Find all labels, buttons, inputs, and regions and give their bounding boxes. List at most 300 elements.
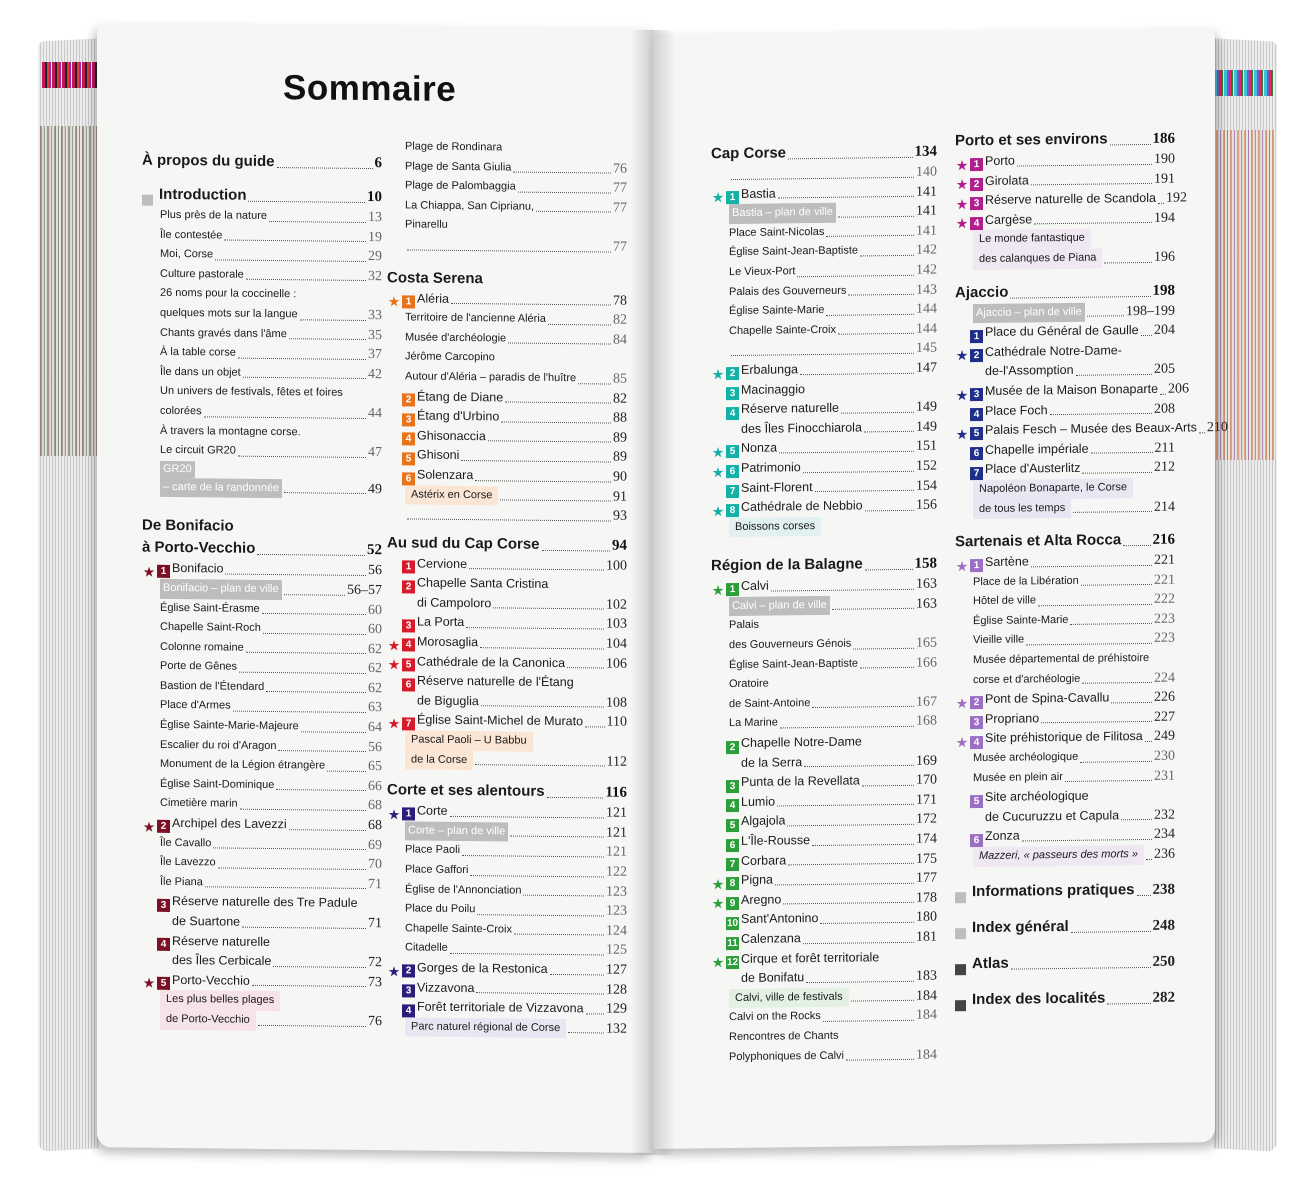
page-number: 77 — [613, 180, 627, 196]
toc-entry[interactable] — [387, 958, 627, 980]
toc-subentry[interactable] — [387, 328, 627, 350]
entry-label: Église Sainte-Marie — [973, 613, 1069, 627]
toc-entry[interactable] — [387, 632, 627, 654]
toc-subentry[interactable] — [142, 657, 382, 679]
left-page — [97, 22, 653, 1153]
toc-ajaccio-head[interactable]: Ajaccio 198 — [955, 282, 1175, 301]
star-icon: ★ — [142, 975, 156, 992]
plages-box[interactable]: Les plus belles plages — [142, 990, 382, 1012]
entry-marker — [711, 917, 741, 930]
page-number: 68 — [368, 798, 382, 814]
dot-leader — [1107, 1003, 1150, 1005]
toc-subentry[interactable] — [142, 343, 382, 365]
map-entry[interactable] — [142, 579, 382, 601]
map-entry[interactable] — [955, 301, 1175, 323]
toc-entry[interactable] — [142, 559, 382, 581]
toc-subentry[interactable] — [142, 618, 382, 640]
dot-leader — [266, 691, 366, 693]
entry-marker — [387, 657, 417, 671]
toc-subentry[interactable] — [387, 216, 627, 238]
toc-subentry[interactable] — [955, 649, 1175, 671]
toc-entry[interactable] — [387, 446, 627, 468]
toc-entry[interactable] — [955, 551, 1175, 573]
toc-entry[interactable] — [955, 321, 1175, 343]
toc-subentry[interactable] — [142, 284, 382, 306]
page-number: 44 — [368, 405, 382, 422]
entry-label: Place du Poilu — [405, 902, 476, 916]
page-number: 129 — [606, 1001, 627, 1017]
dot-leader — [462, 855, 604, 857]
dot-leader — [1111, 702, 1152, 703]
toc-subentry[interactable] — [142, 402, 382, 424]
entry-marker — [387, 964, 417, 978]
toc-introduction[interactable]: Introduction 10 — [142, 184, 382, 209]
dot-leader — [1091, 452, 1153, 454]
dot-leader — [488, 441, 611, 443]
toc-entry[interactable] — [142, 931, 382, 953]
toc-subentry[interactable] — [387, 176, 627, 198]
toc-entry[interactable] — [387, 801, 627, 823]
toc-entry[interactable] — [387, 406, 627, 428]
entry-marker — [711, 896, 741, 910]
entry-label: Un univers de festivals, fêtes et foires — [160, 385, 343, 400]
toc-subentry[interactable] — [711, 1045, 937, 1067]
dot-leader — [477, 914, 604, 916]
dot-leader — [780, 726, 914, 729]
dot-leader — [213, 848, 366, 851]
entry-label: Cimetière marin — [160, 797, 238, 811]
section-square-icon — [955, 1000, 966, 1011]
entry-label: Autour d'Aléria – paradis de l'huître — [405, 370, 577, 385]
entry-label: Église Saint-Jean-Baptiste — [729, 244, 859, 259]
map-label: Bonifacio – plan de ville — [160, 579, 282, 600]
toc-subentry[interactable] — [387, 880, 627, 902]
entry-label: 26 noms pour la coccinelle : — [160, 287, 297, 301]
entry-label: Palais — [729, 619, 759, 632]
dot-leader — [578, 383, 611, 384]
dot-leader — [218, 867, 366, 870]
toc-subentry[interactable] — [142, 323, 382, 345]
entry-marker — [711, 799, 741, 812]
number-badge: 4 — [157, 938, 170, 951]
entry-label: di Campoloro — [417, 595, 492, 611]
toc-subentry[interactable] — [955, 668, 1175, 690]
toc-subentry[interactable] — [142, 755, 382, 777]
entry-marker — [387, 638, 417, 652]
entry-marker — [955, 447, 985, 460]
page-number: 168 — [916, 713, 937, 730]
entry-label: Ghisonaccia — [417, 428, 486, 443]
entry-label: Musée archéologique — [973, 750, 1079, 765]
toc-entry[interactable] — [955, 458, 1175, 480]
number-badge: 8 — [726, 877, 739, 890]
page-number: 124 — [606, 923, 627, 939]
entry-label: Sartène — [985, 554, 1029, 570]
toc-entry[interactable] — [955, 169, 1175, 191]
entry-marker — [711, 366, 741, 380]
dot-leader — [246, 652, 366, 654]
star-icon: ★ — [711, 365, 725, 382]
toc-subentry[interactable] — [142, 696, 382, 718]
toc-subentry[interactable] — [142, 206, 382, 228]
toc-subentry[interactable] — [142, 794, 382, 816]
plages-box-2[interactable]: de Porto-Vecchio 76 — [142, 1010, 382, 1032]
toc-entry[interactable] — [142, 892, 382, 914]
dot-leader — [585, 726, 604, 727]
toc-entry-continued[interactable] — [142, 951, 382, 973]
toc-subentry[interactable] — [387, 841, 627, 863]
page-number: 13 — [368, 210, 382, 226]
toc-subentry[interactable] — [142, 833, 382, 855]
entry-marker — [955, 427, 985, 441]
toc-entry[interactable] — [387, 711, 627, 733]
entry-marker — [387, 1004, 417, 1017]
toc-entry[interactable] — [955, 419, 1228, 443]
toc-entry[interactable] — [955, 707, 1175, 729]
toc-entry[interactable] — [387, 573, 627, 595]
star-icon: ★ — [711, 895, 725, 912]
toc-subentry[interactable] — [955, 570, 1175, 592]
toc-entry-continued[interactable] — [387, 593, 627, 615]
toc-subentry[interactable] — [142, 225, 382, 247]
page-number: 110 — [606, 714, 627, 731]
toc-bonifacio-head[interactable]: De Bonifacio — [142, 516, 234, 535]
entry-label: Palais Fesch – Musée des Beaux-Arts — [985, 420, 1197, 438]
dot-leader — [783, 902, 914, 905]
toc-subentry[interactable] — [387, 939, 627, 961]
entry-label: À la table corse — [160, 345, 236, 359]
entry-marker — [387, 560, 417, 573]
entry-label: Algajola — [741, 813, 786, 829]
page-number: 165 — [916, 635, 937, 651]
entry-label: de Saint-Antoine — [729, 696, 811, 710]
number-badge: 7 — [402, 717, 415, 730]
entry-label: corse et d'archéologie — [973, 672, 1081, 686]
toc-sartenais-head[interactable]: Sartenais et Alta Rocca 216 — [955, 531, 1175, 551]
toc-entry[interactable] — [387, 978, 627, 1000]
toc-entry[interactable] — [387, 465, 627, 487]
toc-subentry[interactable] — [142, 774, 382, 796]
entry-label: Hôtel de ville — [973, 594, 1036, 608]
entry-label: des Gouverneurs Génois — [729, 637, 852, 652]
toc-subentry[interactable] — [387, 860, 627, 882]
page-number: 77 — [613, 239, 627, 255]
dot-leader — [242, 926, 366, 928]
page-number: 144 — [916, 301, 937, 317]
toc-entry[interactable] — [387, 671, 627, 693]
toc-entry[interactable] — [387, 652, 627, 674]
entry-marker — [955, 330, 985, 343]
toc-sud-cap-corse-head[interactable]: Au sud du Cap Corse 94 — [387, 533, 627, 554]
toc-subentry[interactable] — [142, 304, 382, 326]
toc-bonifacio-head-2[interactable]: à Porto-Vecchio 52 — [142, 538, 382, 559]
dot-leader — [775, 883, 914, 886]
map-entry[interactable] — [387, 821, 627, 843]
dot-leader — [1081, 584, 1152, 586]
toc-subentry[interactable] — [387, 919, 627, 941]
toc-subentry[interactable] — [142, 735, 382, 757]
entry-label: de-l'Assomption — [985, 363, 1074, 379]
entry-marker — [142, 899, 172, 912]
dot-leader — [860, 255, 914, 257]
dot-leader — [788, 863, 914, 866]
toc-entry[interactable] — [387, 554, 627, 576]
entry-marker — [142, 976, 172, 990]
toc-entry-continued[interactable] — [142, 912, 382, 934]
gr20-map-entry-2[interactable]: – carte de la randonnée 49 — [142, 477, 382, 499]
entry-label: Corbara — [741, 852, 787, 868]
toc-cap-corse-head[interactable]: Cap Corse 134 — [711, 143, 937, 163]
entry-label: de Biguglia — [417, 693, 479, 709]
toc-a-propos[interactable]: À propos du guide 6 — [142, 151, 382, 172]
entry-label: Chapelle Sainte-Croix — [729, 323, 836, 337]
page-number: 100 — [606, 558, 627, 574]
boissons-box[interactable]: Boissons corses — [711, 515, 937, 537]
toc-costa-serena-head[interactable]: Costa Serena — [387, 268, 483, 287]
toc-subentry[interactable] — [955, 629, 1175, 651]
dot-leader — [466, 627, 604, 629]
entry-marker — [387, 716, 417, 730]
toc-subentry[interactable] — [142, 264, 382, 286]
toc-subentry[interactable] — [955, 747, 1175, 769]
toc-subentry[interactable] — [387, 899, 627, 921]
entry-marker — [711, 583, 741, 597]
toc-entry[interactable] — [955, 399, 1175, 421]
toc-subentry[interactable] — [142, 421, 382, 443]
page-number: 248 — [1152, 917, 1175, 934]
toc-entry[interactable] — [142, 970, 382, 992]
page-number: 190 — [1154, 151, 1175, 167]
page-number: 184 — [916, 1007, 937, 1024]
plages-list — [387, 137, 627, 257]
toc-balagne-head[interactable]: Région de la Balagne 158 — [711, 555, 937, 575]
sartenais-list — [955, 551, 1175, 848]
toc-corte-head[interactable]: Corte et ses alentours 116 — [387, 781, 627, 801]
dot-leader — [1082, 472, 1152, 474]
toc-entry[interactable] — [387, 426, 627, 448]
dot-leader — [1038, 604, 1152, 606]
star-icon: ★ — [387, 656, 401, 673]
toc-entry[interactable] — [387, 997, 627, 1019]
entry-label: Cathédrale de la Canonica — [417, 654, 566, 670]
toc-entry[interactable] — [387, 289, 627, 311]
toc-entry[interactable] — [387, 387, 627, 409]
parc-box[interactable]: Parc naturel régional de Corse 132 — [387, 1017, 627, 1039]
dot-leader — [1017, 163, 1152, 166]
toc-subentry[interactable] — [955, 766, 1175, 788]
number-badge: 1 — [970, 330, 983, 343]
toc-subentry[interactable] — [955, 590, 1175, 612]
star-icon: ★ — [711, 189, 725, 206]
entry-marker — [955, 408, 985, 421]
entry-marker — [711, 741, 741, 754]
page-number: 141 — [916, 203, 937, 219]
toc-subentry[interactable] — [387, 157, 627, 179]
page-number: 282 — [1152, 989, 1175, 1006]
toc-entry[interactable] — [955, 380, 1190, 403]
entry-label: Plage de Rondinara — [405, 140, 503, 154]
dot-leader — [853, 647, 914, 649]
number-badge: 4 — [726, 799, 739, 812]
page-number: 198–199 — [1126, 303, 1175, 319]
toc-subentry[interactable] — [142, 716, 382, 738]
entry-marker — [955, 696, 985, 710]
toc-subentry[interactable] — [142, 382, 382, 404]
page-number: 222 — [1154, 591, 1175, 608]
number-badge: 2 — [970, 696, 983, 709]
dot-leader — [461, 460, 611, 463]
toc-subentry[interactable] — [142, 441, 382, 463]
number-badge: 5 — [726, 445, 739, 458]
entry-label: À travers la montagne corse. — [160, 424, 301, 438]
toc-subentry[interactable] — [955, 609, 1175, 631]
page-number: 56–57 — [347, 582, 382, 599]
entry-marker — [711, 464, 741, 478]
entry-marker — [711, 936, 741, 949]
toc-entry[interactable] — [955, 786, 1175, 808]
dot-leader — [1070, 623, 1152, 625]
entry-marker — [955, 735, 985, 749]
entry-label: Index général — [972, 917, 1069, 936]
toc-subentry[interactable] — [387, 348, 627, 370]
star-icon: ★ — [711, 954, 725, 971]
dot-leader — [862, 785, 914, 787]
page-number: 169 — [916, 753, 937, 769]
dot-leader — [289, 338, 366, 340]
mazzeri-box[interactable]: Mazzeri, « passeurs des morts » 236 — [955, 845, 1175, 867]
toc-subentry[interactable] — [955, 950, 1175, 975]
dot-leader — [838, 216, 914, 218]
dot-leader — [518, 191, 611, 193]
toc-entry[interactable] — [955, 825, 1175, 847]
entry-marker — [387, 619, 417, 632]
toc-entry-continued[interactable] — [387, 691, 627, 713]
entry-marker — [387, 472, 417, 485]
toc-entry[interactable] — [955, 208, 1175, 230]
entry-label: des Îles Finocchiarola — [741, 420, 862, 436]
cap-corse-page-2: 140 — [711, 163, 937, 185]
entry-label: Cathédrale de Nebbio — [741, 498, 863, 515]
paoli-box-2[interactable]: de la Corse 112 — [387, 750, 627, 772]
page-edges-pattern-left — [40, 126, 98, 456]
toc-subentry[interactable] — [142, 362, 382, 384]
entry-label: Aléria — [417, 291, 449, 306]
asterix-box[interactable]: Astérix en Corse 91 — [387, 485, 627, 507]
toc-subentry[interactable] — [142, 872, 382, 894]
toc-subentry[interactable] — [387, 235, 627, 257]
toc-entry[interactable] — [955, 438, 1175, 460]
ajaccio-list — [955, 301, 1228, 480]
toc-entry[interactable] — [955, 189, 1187, 213]
page-number: 72 — [368, 955, 382, 971]
toc-entry-continued[interactable] — [955, 360, 1175, 382]
dot-leader — [225, 573, 366, 575]
dot-leader — [826, 235, 914, 237]
dot-leader — [1071, 931, 1151, 933]
dot-leader — [523, 895, 604, 897]
toc-subentry[interactable] — [387, 367, 627, 389]
toc-subentry[interactable] — [142, 598, 382, 620]
number-badge: 4 — [970, 735, 983, 748]
entry-label: Pinarellu — [405, 218, 448, 232]
entry-label: Île dans un objet — [160, 365, 241, 379]
gr20-map-entry[interactable]: GR20 — [142, 460, 382, 480]
entry-label: Pigna — [741, 872, 773, 888]
page-number: 89 — [613, 449, 627, 466]
toc-subentry[interactable] — [142, 853, 382, 875]
number-badge: 11 — [727, 937, 738, 949]
page-number: 177 — [916, 870, 937, 886]
toc-subentry[interactable] — [142, 637, 382, 659]
piana-box[interactable]: Le monde fantastique — [955, 228, 1175, 250]
piana-box-2[interactable]: des calanques de Piana 196 — [955, 248, 1175, 270]
toc-entry[interactable] — [955, 340, 1175, 362]
toc-subentry[interactable] — [142, 245, 382, 267]
page-number: 212 — [1154, 459, 1175, 476]
entry-marker — [955, 387, 985, 401]
dot-leader — [263, 633, 366, 635]
page-number: 238 — [1152, 881, 1175, 898]
dot-leader — [1160, 393, 1166, 394]
page-edges-pattern-right — [1216, 130, 1276, 460]
entry-label: Plage de Santa Giulia — [405, 159, 512, 174]
star-icon: ★ — [955, 734, 969, 751]
toc-entry[interactable] — [955, 688, 1175, 710]
toc-subentry[interactable] — [387, 196, 627, 218]
toc-subentry[interactable] — [387, 137, 627, 159]
paoli-box[interactable]: Pascal Paoli – U Babbu — [387, 730, 627, 752]
toc-subentry[interactable] — [387, 308, 627, 330]
dot-leader — [300, 319, 366, 321]
page-number: 171 — [916, 792, 937, 808]
toc-subentry[interactable] — [955, 878, 1175, 903]
toc-entry[interactable] — [955, 150, 1175, 172]
dot-leader — [1011, 967, 1151, 970]
entry-label: Musée de la Maison Bonaparte — [985, 381, 1159, 398]
toc-subentry[interactable] — [955, 914, 1175, 939]
toc-column-b — [387, 137, 627, 1039]
toc-subentry[interactable] — [142, 677, 382, 699]
toc-entry-continued[interactable] — [955, 805, 1175, 827]
star-icon: ★ — [711, 582, 725, 599]
page-number: 211 — [1154, 440, 1175, 456]
entry-label: Lumio — [741, 794, 776, 809]
page-number: 206 — [1168, 381, 1190, 397]
toc-entry[interactable] — [387, 613, 627, 635]
festivals-box[interactable]: Calvi, ville de festivals 184 — [711, 986, 937, 1008]
entry-marker — [387, 452, 417, 465]
entry-marker — [387, 294, 417, 308]
entry-label: Archipel des Lavezzi — [172, 815, 287, 832]
dot-leader — [838, 333, 914, 335]
page-number: 143 — [916, 282, 937, 298]
entry-label: Chapelle impériale — [985, 441, 1089, 457]
entry-label: Girolata — [985, 173, 1029, 188]
dot-leader — [1041, 721, 1152, 723]
entry-label: Porto — [985, 153, 1015, 168]
toc-subentry[interactable] — [955, 986, 1175, 1011]
toc-entry[interactable] — [142, 814, 382, 836]
dot-leader — [846, 1059, 914, 1061]
napoleon-box-2[interactable]: de tous les temps 214 — [955, 497, 1175, 519]
entry-label: Punta de la Revellata — [741, 773, 860, 790]
toc-entry[interactable] — [955, 727, 1175, 749]
page-number: 33 — [368, 307, 382, 324]
toc-porto-head[interactable]: Porto et ses environs 186 — [955, 130, 1175, 150]
dot-leader — [252, 985, 366, 987]
number-badge: 2 — [726, 367, 739, 380]
napoleon-box[interactable]: Napoléon Bonaparte, le Corse — [955, 478, 1175, 500]
